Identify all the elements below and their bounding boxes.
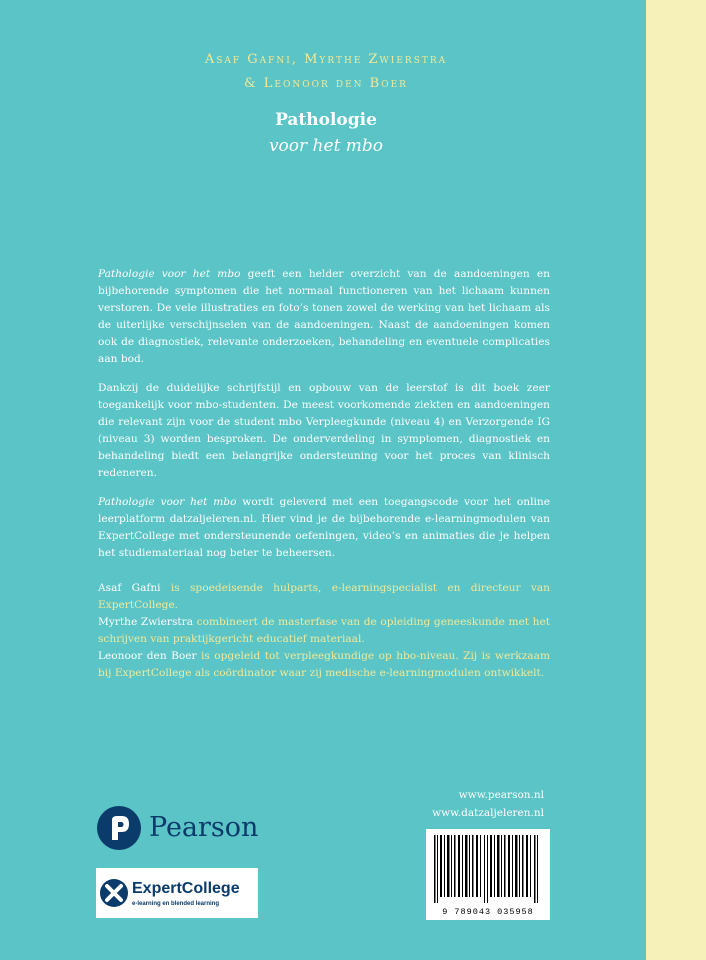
barcode-icon (430, 835, 546, 903)
book-title: Pathologie (275, 110, 377, 130)
url-datzaljeleren: www.datzaljeleren.nl (432, 807, 544, 819)
author-bio: is opgeleid tot verpleegkundige op hbo-niveau. Zij is werkzaam bij ExpertCollege als coördinator waar zij medische e-learningmodulen ontwikkelt. (98, 650, 550, 679)
authors-line-2: & Leonoor den Boer (244, 76, 408, 91)
pearson-wordmark: Pearson (149, 812, 259, 843)
pearson-p-icon (97, 806, 141, 850)
expertcollege-wordmark: ExpertCollege (132, 880, 240, 897)
book-spine (646, 0, 706, 960)
author-name: Leonoor den Boer (98, 650, 197, 662)
website-urls (420, 786, 544, 822)
expertcollege-logo (96, 868, 258, 918)
author-bio: is spoedeisende hulparts, e-learningspecialist en directeur van ExpertCollege. (98, 582, 550, 611)
isbn-number: 9 789043 035958 (442, 907, 534, 917)
description-paragraph-1 (98, 266, 550, 368)
author-name: Asaf Gafni (98, 582, 161, 594)
expertcollege-tagline: e-learning en blended learning (132, 901, 220, 907)
expertcollege-x-icon (99, 878, 129, 908)
book-title-inline: Pathologie voor het mbo (98, 268, 241, 280)
description-paragraph-2: Dankzij de duidelijke schrijfstijl en opbouw van de leerstof is dit boek zeer toegankelijk voor mbo-studenten. De meest voorkomende ziekten en aandoeningen die relevant zijn voor de student mbo Verpleegkunde (niveau 4) en Verzorgende IG (niveau 3) worden besproken. De onderverdeling in symptomen, diagnostiek en behandeling biedt een belangrijke ondersteuning voor het proces van klinisch redeneren. (98, 382, 550, 479)
authors-line-1: Asaf Gafni, Myrthe Zwierstra (204, 52, 448, 67)
book-title-inline: Pathologie voor het mbo (98, 496, 237, 508)
pearson-logo (97, 806, 267, 854)
description-paragraph-3 (98, 494, 550, 562)
author-bio: combineert de masterfase van de opleiding geneeskunde met het schrijven van praktijkgericht educatief materiaal. (98, 616, 550, 645)
book-subtitle: voor het mbo (268, 136, 384, 156)
paragraph-text: geeft een helder overzicht van de aandoeningen en bijbehorende symptomen die het normaal functioneren van het lichaam kunnen verstoren. De vele illustraties en foto’s tonen zowel de werking van het lichaam als de uiterlijke verschijnselen van de aandoeningen. Naast de aandoeningen komen ook de diagnostiek, relevante onderzoeken, behandeling en eventuele complicaties aan bod. (98, 268, 550, 365)
paragraph-text: wordt geleverd met een toegangscode voor het online leerplatform datzaljeleren.nl. Hier vind je de bijbehorende e-learningmodulen van ExpertCollege met ondersteunende oefeningen, video’s en animaties die je helpen het studiemateriaal nog beter te beheersen. (98, 496, 550, 559)
author-bios (98, 580, 550, 682)
isbn-barcode (426, 829, 550, 920)
author-name: Myrthe Zwierstra (98, 616, 194, 628)
url-pearson: www.pearson.nl (458, 789, 544, 801)
